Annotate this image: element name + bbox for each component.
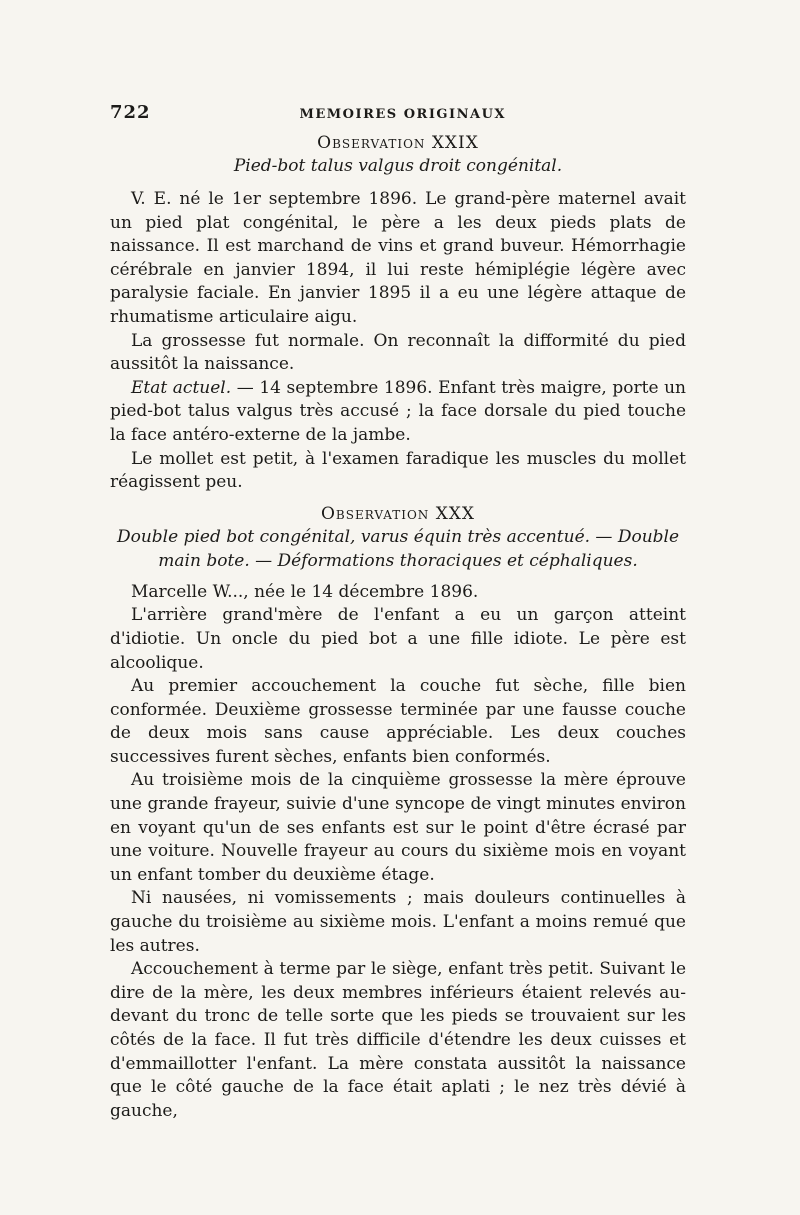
paragraph-text: — 14 septembre 1896. Enfant très maigre, porte un pied-bot talus valgus très accusé ; la face dorsale du pied touche la face antéro-externe de la jambe. xyxy=(110,377,686,445)
page-number: 722 xyxy=(110,102,151,123)
paragraph: Marcelle W..., née le 14 décembre 1896. xyxy=(131,581,479,602)
observation-subtitle: Pied-bot talus valgus droit congénital. xyxy=(233,156,563,176)
paragraph: L'arrière grand'mère de l'enfant a eu un garçon atteint d'idiotie. Un oncle du pied bot a une fille idiote. Le père est alcoolique. xyxy=(110,605,686,673)
paragraph-lead-in: Etat actuel. xyxy=(131,377,232,398)
observation-subtitle: Double pied bot congénital, varus équin très accentué. — Double main bote. — Déformations thoraciques et céphaliques. xyxy=(116,526,680,571)
paragraph: Au troisième mois de la cinquième grossesse la mère éprouve une grande frayeur, suivie d'une syncope de vingt minutes environ en voyant qu'un de ses enfants est sur le point d'être écrasé par une voiture. Nouvelle frayeur au cours du sixième mois en voyant un enfant tomber du deuxième étage. xyxy=(110,770,686,885)
paragraph: Ni nausées, ni vomissements ; mais douleurs continuelles à gauche du troisième au sixième mois. L'enfant a moins remué que les autres. xyxy=(110,888,686,956)
paragraph xyxy=(110,377,686,448)
running-title: MEMOIRES ORIGINAUX xyxy=(299,107,506,122)
paragraph: Le mollet est petit, à l'examen faradique les muscles du mollet réagissent peu. xyxy=(110,448,686,493)
running-head xyxy=(110,102,686,132)
observation-title: Observation XXX xyxy=(321,503,475,524)
paragraph: V. E. né le 1er septembre 1896. Le grand-père maternel avait un pied plat congénital, le père a les deux pieds plats de naissance. Il est marchand de vins et grand buveur. Hémorrhagie cérébrale en janvier 1894, il lui reste hémiplégie légère avec paralysie faciale. En janvier 1895 il a eu une légère attaque de rhumatisme articulaire aigu. xyxy=(110,189,686,327)
paragraph: La grossesse fut normale. On reconnaît la difformité du pied aussitôt la naissance. xyxy=(110,330,686,375)
paragraph: Accouchement à terme par le siège, enfant très petit. Suivant le dire de la mère, les deux membres inférieurs étaient relevés au-devant du tronc de telle sorte que les pieds se trouvaient sur les côtés de la face. Il fut très difficile d'étendre les deux cuisses et d'emmaillotter l'enfant. La mère constata aussitôt la naissance que le côté gauche de la face était aplati ; le nez très dévié à gauche, xyxy=(110,959,686,1121)
text-block xyxy=(110,102,686,1123)
paragraph: Au premier accouchement la couche fut sèche, fille bien conformée. Deuxième grossesse terminée par une fausse couche de deux mois sans cause appréciable. Les deux couches successives furent sèches, enfants bien conformés. xyxy=(110,676,686,767)
observation-title: Observation XXIX xyxy=(317,133,479,153)
